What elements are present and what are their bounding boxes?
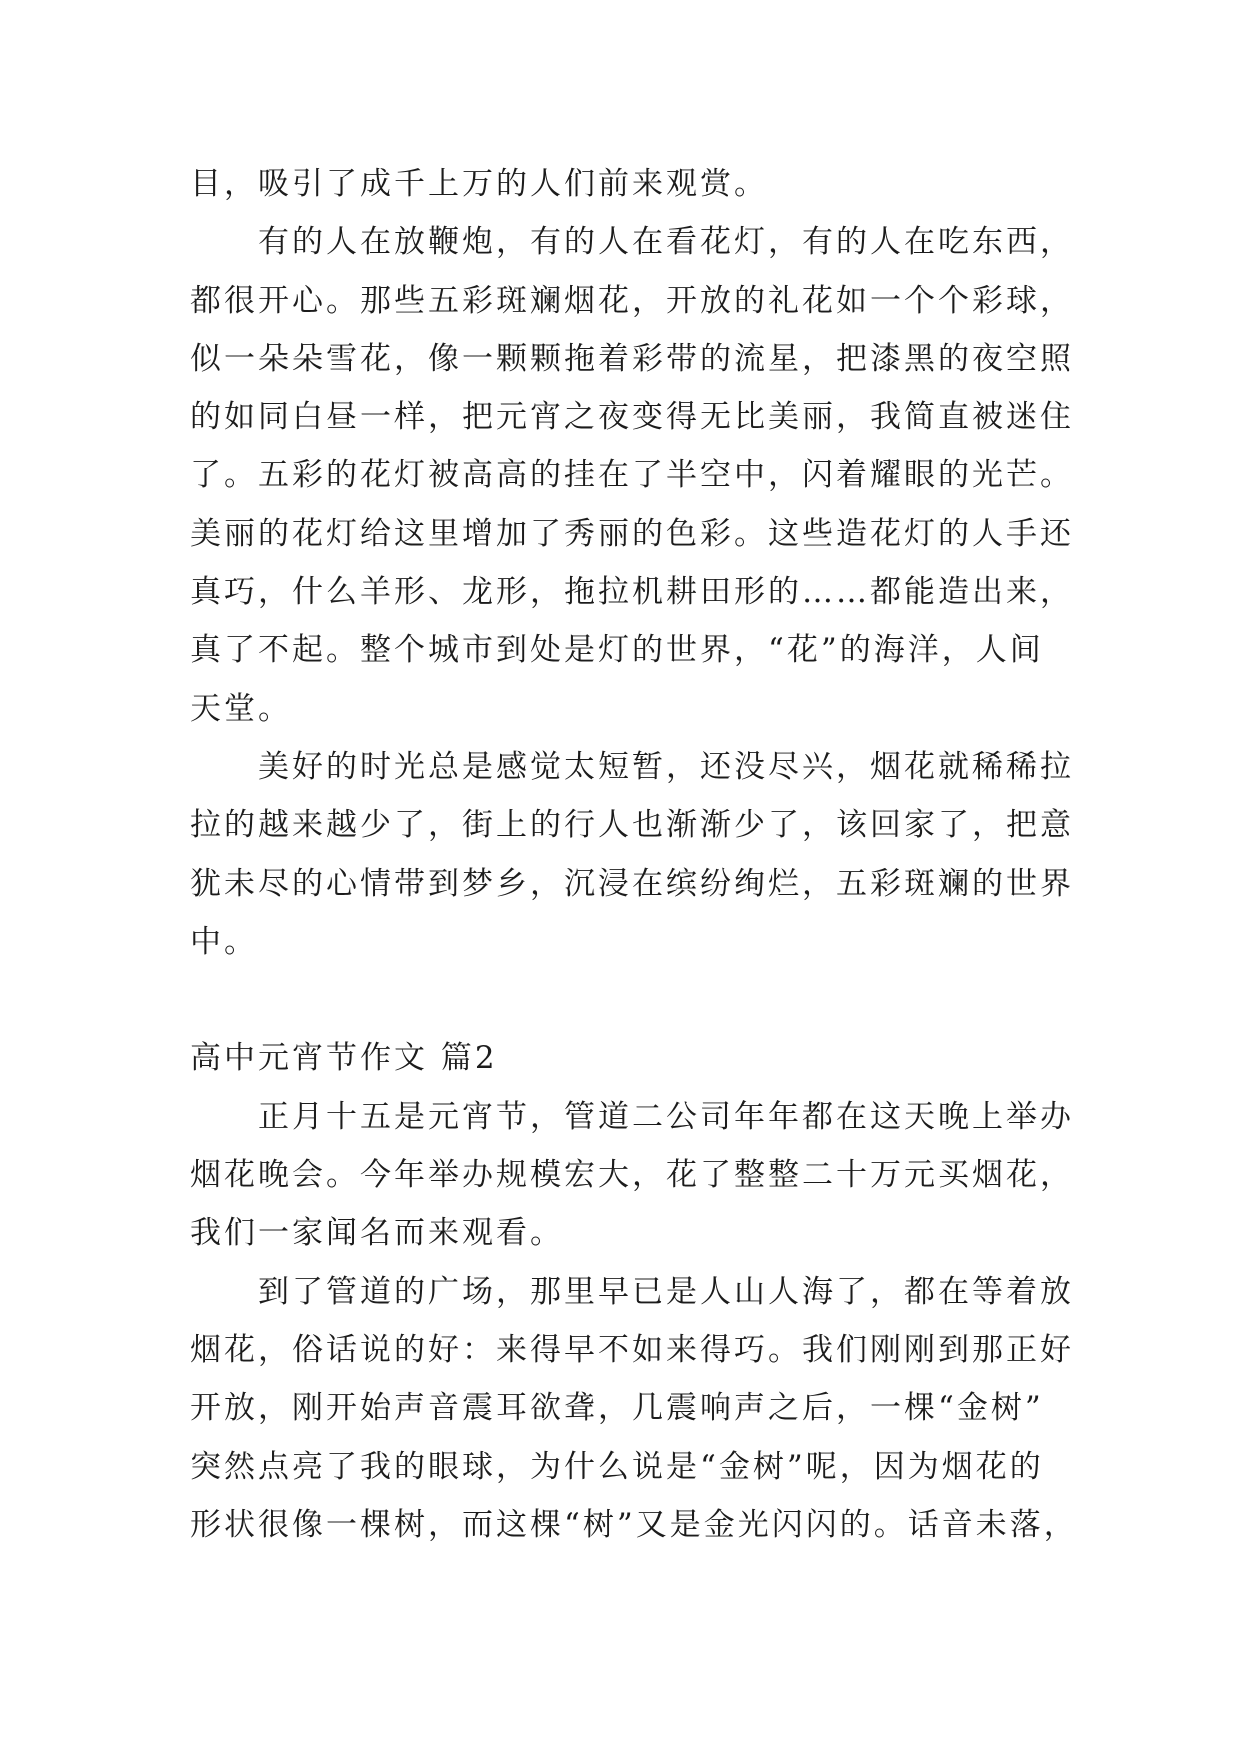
text-line: 拉的越来越少了，街上的行人也渐渐少了，该回家了，把意	[190, 807, 1074, 844]
text-line: 我们一家闻名而来观看。	[190, 1215, 564, 1252]
document-body	[190, 155, 1090, 1554]
text-line: 形状很像一棵树，而这棵“树”又是金光闪闪的。话音未落，	[190, 1506, 1078, 1543]
section-heading: 高中元宵节作文 篇2	[190, 1040, 498, 1077]
text-line: 烟花晚会。今年举办规模宏大，花了整整二十万元买烟花，	[190, 1157, 1074, 1194]
paragraph	[190, 155, 1090, 213]
text-line: 天堂。	[190, 690, 292, 727]
paragraph	[190, 1088, 1090, 1263]
text-line: 开放，刚开始声音震耳欲聋，几震响声之后，一棵“金树”	[190, 1390, 1044, 1427]
text-line: 美好的时光总是感觉太短暂，还没尽兴，烟花就稀稀拉	[258, 748, 1074, 785]
text-line: 犹未尽的心情带到梦乡，沉浸在缤纷绚烂，五彩斑斓的世界	[190, 865, 1074, 902]
text-line: 有的人在放鞭炮，有的人在看花灯，有的人在吃东西，	[258, 224, 1074, 261]
text-line: 目，吸引了成千上万的人们前来观赏。	[190, 166, 768, 202]
paragraph	[190, 1263, 1090, 1554]
text-line: 突然点亮了我的眼球，为什么说是“金树”呢，因为烟花的	[190, 1448, 1044, 1485]
text-line: 了。五彩的花灯被高高的挂在了半空中，闪着耀眼的光芒。	[190, 457, 1074, 494]
paragraph	[190, 213, 1090, 738]
blank-line	[190, 971, 1090, 1029]
text-line: 正月十五是元宵节，管道二公司年年都在这天晚上举办	[258, 1098, 1074, 1135]
text-line: 真了不起。整个城市到处是灯的世界，“花”的海洋，人间	[190, 632, 1044, 669]
paragraph	[190, 738, 1090, 971]
text-line: 中。	[190, 923, 258, 960]
text-line: 的如同白昼一样，把元宵之夜变得无比美丽，我简直被迷住	[190, 399, 1074, 436]
text-line: 到了管道的广场，那里早已是人山人海了，都在等着放	[258, 1273, 1074, 1310]
text-line: 真巧，什么羊形、龙形，拖拉机耕田形的……都能造出来，	[190, 574, 1074, 611]
text-line: 似一朵朵雪花，像一颗颗拖着彩带的流星，把漆黑的夜空照	[190, 340, 1074, 377]
text-line: 烟花，俗话说的好：来得早不如来得巧。我们刚刚到那正好	[190, 1331, 1074, 1368]
text-line: 都很开心。那些五彩斑斓烟花，开放的礼花如一个个彩球，	[190, 282, 1074, 319]
text-line: 美丽的花灯给这里增加了秀丽的色彩。这些造花灯的人手还	[190, 515, 1074, 552]
